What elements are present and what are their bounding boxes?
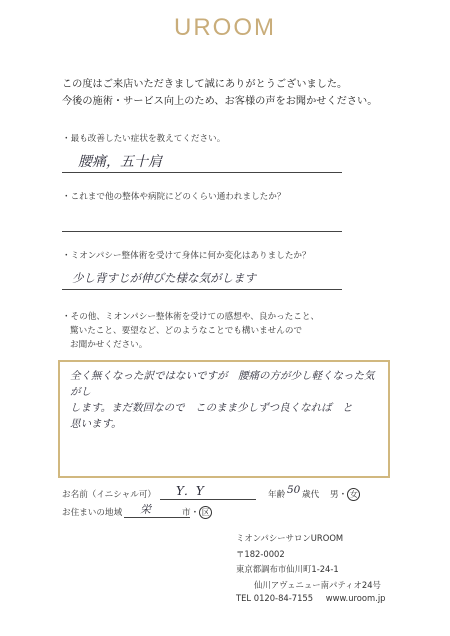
city-label: 市 [182,508,191,518]
name-value: Y．Y [176,484,204,498]
question-2: ・これまで他の整体や病院にどのくらい通われましたか？ [62,192,286,202]
question-4-line-3: お聞かせください。 [70,340,148,350]
answer-2-line [62,231,342,232]
name-label: お名前（イニシャル可） [62,490,157,500]
salon-address-1: 東京都調布市仙川町1-24-1 [236,564,339,574]
intro-line-2: 今後の施術・サービス向上のため、お客様の声をお聞かせください。 [62,96,378,107]
answer-3-line [62,289,342,290]
answer-1: 腰痛，五十肩 [78,154,162,170]
salon-contact [236,593,385,603]
age-label: 年齢 [268,490,286,500]
question-1: ・最も改善したい症状を教えてください。 [62,134,226,144]
question-4-line-1: ・その他、ミオンパシー整体術を受けての感想や、良かったこと、 [62,312,320,322]
gender-separator: ・ [338,490,348,500]
area-value: 栄 [140,503,151,516]
salon-name: ミオンパシーサロンUROOM [236,533,344,543]
gender-female-circled: 女 [347,488,360,501]
question-4-line-2: 驚いたこと、要望など、どのようなことでも構いませんので [70,326,303,336]
city-ward: 市・ 区 [182,506,212,519]
area-label: お住まいの地域 [62,508,123,518]
ward-circled: 区 [199,506,212,519]
comment-box [58,360,390,478]
question-3: ・ミオンパシー整体術を受けて身体に何か変化はありましたか？ [62,251,311,261]
salon-address-2: 仙川アヴェニュー南パティオ24号 [254,579,381,590]
gender-options [330,488,360,501]
answer-3: 少し背すじが伸びた様な気がします [72,271,256,285]
comment-text [70,368,382,432]
comment-line-3: 思います。 [70,418,122,430]
salon-postal: 〒182-0002 [236,548,285,559]
salon-info [236,531,381,593]
salon-tel: TEL 0120-84-7155 [236,593,314,603]
salon-web: www.uroom.jp [325,593,386,603]
intro-text [62,76,377,110]
name-line [160,499,256,500]
intro-line-1: この度はご来店いただきまして誠にありがとうございました。 [62,79,348,90]
age-value: 50 [287,484,301,496]
comment-line-2: します。まだ数回なので このまま少しずつ良くなれば と [70,402,353,414]
question-4 [62,310,319,352]
answer-1-line [62,172,342,173]
comment-line-1: 全く無くなった訳ではないですが 腰痛の方が少し軽くなった気がし [70,370,375,398]
logo: UROOM [174,14,276,41]
age-suffix: 歳代 [302,490,320,500]
gender-male: 男 [330,490,339,500]
area-line [124,517,190,518]
